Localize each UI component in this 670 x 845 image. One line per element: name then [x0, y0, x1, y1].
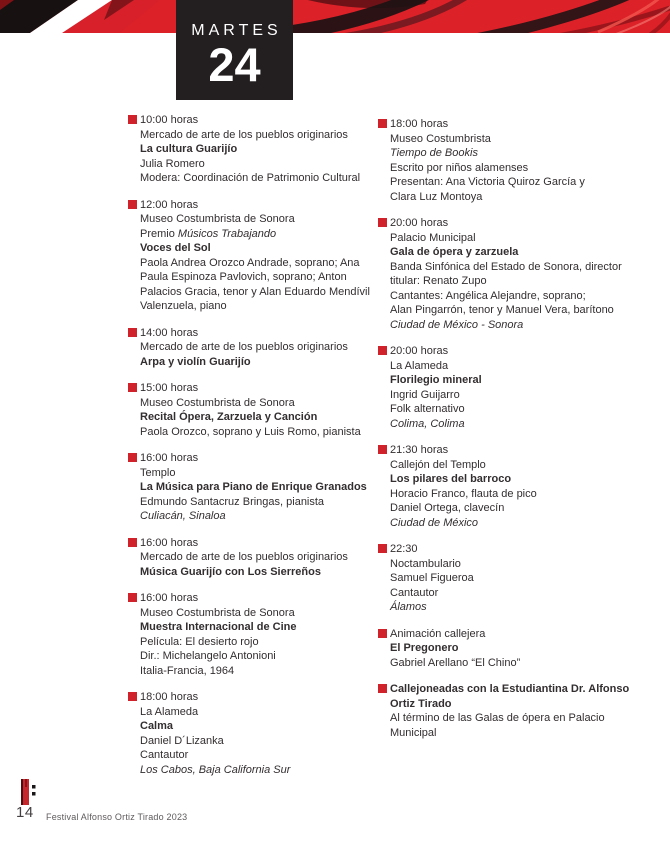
- event-line: [140, 466, 367, 481]
- event-line: [390, 472, 537, 487]
- text-segment: Valenzuela, piano: [140, 300, 227, 312]
- event-line: [140, 480, 367, 495]
- event-lines: [140, 326, 348, 370]
- event-lines: [390, 443, 537, 530]
- event: [378, 216, 668, 332]
- event-line: [140, 299, 370, 314]
- event-lines: [390, 117, 585, 204]
- event-line: [140, 270, 370, 285]
- event-bullet-icon: [128, 383, 137, 392]
- text-segment: Película: El desierto rojo: [140, 635, 259, 648]
- event-line: [140, 565, 348, 580]
- text-segment: Ortiz Tirado: [390, 697, 452, 710]
- event-line: [390, 161, 585, 176]
- event-line: [390, 402, 482, 417]
- event-lines: [140, 198, 370, 314]
- event-bullet-icon: [378, 629, 387, 638]
- event-first-line: [140, 536, 348, 551]
- text-segment: Cantautor: [390, 586, 439, 599]
- event-line: [140, 606, 296, 621]
- event-line: [140, 340, 348, 355]
- text-segment: Premio: [140, 227, 178, 240]
- event-line: [390, 697, 629, 712]
- event-line: [390, 260, 622, 275]
- event: [128, 591, 378, 678]
- event: [378, 344, 668, 431]
- event-line: [140, 212, 370, 227]
- text-segment: Voces del Sol: [140, 242, 211, 254]
- event-bullet-icon: [128, 692, 137, 701]
- event-line: [390, 289, 622, 304]
- event-line: [390, 557, 474, 572]
- event-line: [390, 726, 629, 741]
- text-segment: Daniel D´Lizanka: [140, 734, 224, 747]
- event-line: [390, 132, 585, 147]
- event-bullet-icon: [378, 119, 387, 128]
- event-line: [140, 355, 348, 370]
- text-segment: Paula Espinoza Pavlovich, soprano; Anton: [140, 271, 347, 283]
- event-lines: [390, 344, 482, 431]
- event: [128, 381, 378, 439]
- text-segment: Músicos Trabajando: [177, 227, 277, 240]
- text-segment: Folk alternativo: [390, 403, 465, 415]
- text-segment: Italia-Francia, 1964: [140, 664, 235, 677]
- text-segment: Horacio Franco, flauta de pico: [390, 487, 537, 500]
- text-segment: Ingrid Guijarro: [390, 388, 460, 401]
- event-line: [140, 649, 296, 664]
- text-segment: Alan Pingarrón, tenor y Manuel Vera, barítono: [390, 304, 614, 316]
- event-bullet-icon: [378, 218, 387, 227]
- event-line: [390, 600, 474, 615]
- festival-logo-icon: [17, 779, 39, 807]
- text-segment: Mercado de arte de los pueblos originarios: [140, 551, 348, 563]
- text-segment: Noctambulario: [390, 557, 461, 570]
- event-line: [390, 190, 585, 205]
- event: [378, 627, 668, 671]
- text-segment: 20:00 horas: [390, 345, 449, 357]
- event-line: [390, 175, 585, 190]
- event-line: [390, 318, 622, 333]
- event-bullet-icon: [128, 328, 137, 337]
- event-line: [140, 256, 370, 271]
- text-segment: titular: Renato Zupo: [390, 275, 487, 287]
- text-segment: Daniel Ortega, clavecín: [390, 502, 505, 514]
- event-first-line: [390, 443, 537, 458]
- text-segment: Palacios Gracia, tenor y Alan Eduardo Mendívil: [140, 285, 370, 298]
- event-line: [390, 231, 622, 246]
- event-lines: [390, 216, 622, 332]
- event-bullet-icon: [128, 115, 137, 124]
- event-lines: [140, 690, 290, 777]
- event: [378, 117, 668, 204]
- text-segment: 16:00 horas: [140, 536, 199, 549]
- event-line: [390, 641, 520, 656]
- text-segment: 16:00 horas: [140, 452, 199, 464]
- text-segment: Cantantes: Angélica Alejandre, soprano;: [390, 289, 586, 302]
- text-segment: Clara Luz Montoya: [390, 190, 483, 203]
- text-segment: 22:30: [390, 543, 418, 555]
- event: [378, 443, 668, 530]
- event-bullet-icon: [378, 684, 387, 693]
- text-segment: Presentan: Ana Victoria Quiroz García y: [390, 176, 585, 188]
- event-bullet-icon: [378, 445, 387, 454]
- text-segment: 21:30 horas: [390, 444, 449, 456]
- event-line: [140, 550, 348, 565]
- text-segment: Ciudad de México: [390, 516, 479, 529]
- event-first-line: [390, 627, 520, 642]
- text-segment: Banda Sinfónica del Estado de Sonora, director: [390, 260, 622, 273]
- text-segment: Samuel Figueroa: [390, 572, 474, 584]
- text-segment: Escrito por niños alamenses: [390, 161, 529, 174]
- event-line: [140, 425, 361, 440]
- text-segment: Municipal: [390, 726, 437, 739]
- event-line: [390, 359, 482, 374]
- text-segment: La cultura Guarijío: [140, 143, 238, 155]
- event-line: [140, 285, 370, 300]
- event-first-line: [140, 690, 290, 705]
- event-line: [390, 245, 622, 260]
- event-line: [140, 128, 360, 143]
- event-first-line: [390, 542, 474, 557]
- event: [128, 536, 378, 580]
- event-line: [390, 516, 537, 531]
- event-first-line: [140, 326, 348, 341]
- event-line: [390, 571, 474, 586]
- event-lines: [140, 113, 360, 186]
- text-segment: 20:00 horas: [390, 217, 449, 229]
- text-segment: Museo Costumbrista de Sonora: [140, 396, 295, 409]
- event-line: [390, 373, 482, 388]
- text-segment: Edmundo Santacruz Bringas, pianista: [140, 495, 325, 508]
- event-line: [390, 586, 474, 601]
- event-line: [140, 142, 360, 157]
- event-line: [140, 664, 296, 679]
- text-segment: Colima, Colima: [390, 417, 465, 430]
- event-first-line: [140, 591, 296, 606]
- event-line: [140, 635, 296, 650]
- event-first-line: [140, 451, 367, 466]
- text-segment: Mercado de arte de los pueblos originarios: [140, 341, 348, 353]
- event-line: [140, 734, 290, 749]
- event-first-line: [140, 113, 360, 128]
- day-name: MARTES: [191, 21, 282, 39]
- text-segment: Animación callejera: [390, 627, 486, 640]
- event-lines: [140, 536, 348, 580]
- event-line: [140, 620, 296, 635]
- event: [128, 690, 378, 777]
- event-line: [390, 388, 482, 403]
- event-lines: [390, 627, 520, 671]
- event-line: [390, 303, 622, 318]
- event: [128, 198, 378, 314]
- text-segment: Gabriel Arellano “El Chino”: [390, 656, 521, 669]
- event-line: [140, 171, 360, 186]
- text-segment: 14:00 horas: [140, 326, 199, 339]
- text-segment: Paola Orozco, soprano y Luis Romo, pianista: [140, 425, 361, 438]
- event-lines: [390, 542, 474, 615]
- event-line: [140, 705, 290, 720]
- event-first-line: [140, 381, 361, 396]
- event-line: [390, 656, 520, 671]
- event-line: [140, 410, 361, 425]
- event-line: [390, 711, 629, 726]
- event-line: [140, 157, 360, 172]
- text-segment: Recital Ópera, Zarzuela y Canción: [140, 411, 318, 423]
- event-first-line: [140, 198, 370, 213]
- text-segment: Álamos: [390, 601, 427, 613]
- text-segment: Música Guarijío con Los Sierreños: [140, 565, 321, 578]
- event-bullet-icon: [128, 200, 137, 209]
- text-segment: 12:00 horas: [140, 198, 199, 211]
- text-segment: Julia Romero: [140, 157, 205, 170]
- text-segment: 15:00 horas: [140, 382, 199, 394]
- text-segment: Florilegio mineral: [390, 374, 482, 386]
- text-segment: La Alameda: [390, 359, 449, 372]
- text-segment: 10:00 horas: [140, 114, 199, 126]
- text-segment: La Alameda: [140, 705, 199, 718]
- text-segment: Paola Andrea Orozco Andrade, soprano; Ana: [140, 256, 360, 269]
- event-line: [140, 763, 290, 778]
- text-segment: Ciudad de México - Sonora: [390, 318, 524, 331]
- event: [128, 326, 378, 370]
- event-line: [140, 227, 370, 242]
- text-segment: Dir.: Michelangelo Antonioni: [140, 650, 276, 662]
- event-line: [390, 501, 537, 516]
- event: [128, 451, 378, 524]
- text-segment: Culiacán, Sinaloa: [140, 510, 226, 522]
- event-line: [140, 495, 367, 510]
- event-line: [390, 146, 585, 161]
- text-segment: El Pregonero: [390, 642, 459, 654]
- text-segment: Los Cabos, Baja California Sur: [140, 763, 291, 776]
- text-segment: La Música para Piano de Enrique Granados: [140, 481, 367, 493]
- text-segment: Callejón del Templo: [390, 458, 486, 471]
- event-bullet-icon: [378, 346, 387, 355]
- text-segment: Calma: [140, 720, 174, 732]
- text-segment: Palacio Municipal: [390, 231, 476, 244]
- event-line: [140, 241, 370, 256]
- event-line: [140, 719, 290, 734]
- text-segment: Museo Costumbrista de Sonora: [140, 606, 295, 619]
- event-line: [140, 509, 367, 524]
- text-segment: Mercado de arte de los pueblos originarios: [140, 128, 348, 141]
- event-first-line: [390, 117, 585, 132]
- text-segment: Museo Costumbrista: [390, 132, 491, 145]
- header-artwork: [0, 0, 670, 33]
- day-box: [176, 0, 293, 100]
- event-first-line: [390, 344, 482, 359]
- text-segment: Al término de las Galas de ópera en Palacio: [390, 712, 605, 724]
- festival-name: Festival Alfonso Ortiz Tirado 2023: [46, 812, 188, 822]
- column-left: [128, 113, 378, 789]
- event-line: [390, 458, 537, 473]
- event-bullet-icon: [128, 593, 137, 602]
- event-first-line: [390, 682, 629, 697]
- text-segment: Callejoneadas con la Estudiantina Dr. Alfonso: [390, 683, 630, 695]
- text-segment: Cantautor: [140, 749, 189, 761]
- event-bullet-icon: [128, 453, 137, 462]
- text-segment: Los pilares del barroco: [390, 473, 512, 485]
- event-lines: [390, 682, 629, 740]
- event-first-line: [390, 216, 622, 231]
- event-line: [390, 274, 622, 289]
- event-lines: [140, 451, 367, 524]
- text-segment: Tiempo de Bookis: [390, 147, 478, 159]
- day-number: 24: [208, 37, 261, 91]
- text-segment: Muestra Internacional de Cine: [140, 621, 297, 633]
- event-line: [390, 487, 537, 502]
- event-line: [140, 396, 361, 411]
- text-segment: 18:00 horas: [390, 118, 449, 130]
- event-line: [140, 748, 290, 763]
- event: [378, 682, 668, 740]
- event-lines: [140, 591, 296, 678]
- event-bullet-icon: [378, 544, 387, 553]
- text-segment: 18:00 horas: [140, 691, 199, 703]
- event-lines: [140, 381, 361, 439]
- text-segment: Museo Costumbrista de Sonora: [140, 213, 295, 225]
- event: [128, 113, 378, 186]
- event: [378, 542, 668, 615]
- text-segment: Arpa y violín Guarijío: [140, 355, 251, 368]
- page-number: 14: [16, 804, 34, 821]
- text-segment: Modera: Coordinación de Patrimonio Cultural: [140, 172, 361, 184]
- event-line: [390, 417, 482, 432]
- text-segment: 16:00 horas: [140, 592, 199, 604]
- column-right: [378, 117, 668, 752]
- text-segment: Templo: [140, 466, 176, 479]
- event-bullet-icon: [128, 538, 137, 547]
- text-segment: Gala de ópera y zarzuela: [390, 246, 519, 258]
